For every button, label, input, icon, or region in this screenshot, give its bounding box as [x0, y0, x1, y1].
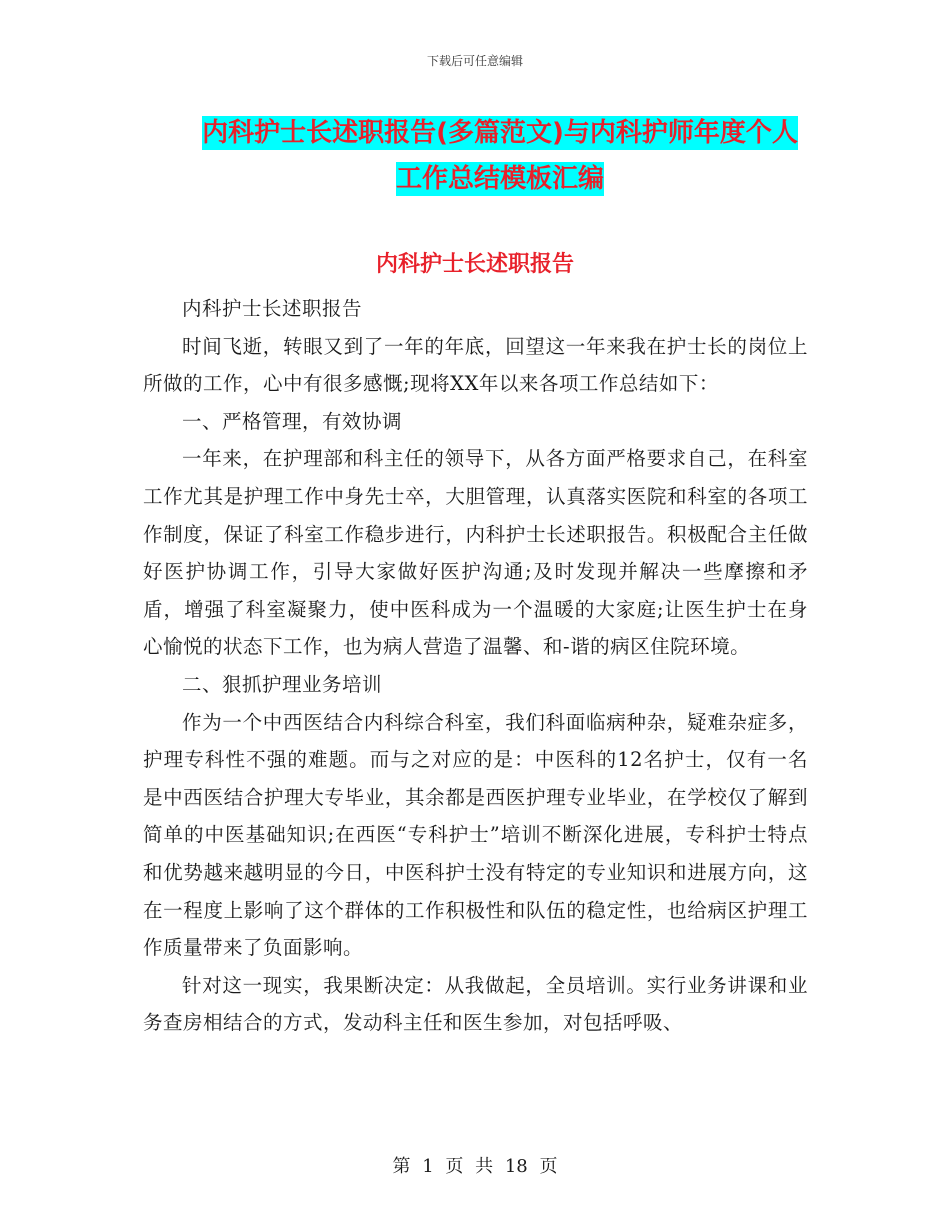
paragraph-heading: 一、严格管理，有效协调 — [182, 409, 403, 433]
section-title: 内科护士长述职报告 — [375, 252, 574, 277]
paragraph-heading: 二、狠抓护理业务培训 — [182, 672, 383, 696]
body-text — [143, 290, 808, 1042]
paragraph: 一年来，在护理部和科主任的领导下，从各方面严格要求自己，在科室工作尤其是护理工作中身先士卒，大胆管理，认真落实医院和科室的各项工作制度，保证了科室工作稳步进行，内科护士长述职报告。积极配合主任做好医护协调工作，引导大家做好医护沟通;及时发现并解决一些摩擦和矛盾，增强了科室凝聚力，使中医科成为一个温暖的大家庭;让医生护士在身心愉悦的状态下工作，也为病人营造了温馨、和-谐的病区住院环境。 — [143, 447, 808, 659]
title-line-2: 工作总结模板汇编 — [395, 164, 604, 194]
header-note: 下载后可任意编辑 — [426, 54, 523, 68]
paragraph: 作为一个中西医结合内科综合科室，我们科面临病种杂，疑难杂症多，护理专科性不强的难题。而与之对应的是：中医科的12名护士，仅有一名是中西医结合护理大专毕业，其余都是西医护理专业毕业，在学校仅了解到简单的中医基础知识;在西医“专科护士”培训不断深化进展，专科护士特点和优势越来越明显的今日，中医科护士没有特定的专业知识和进展方向，这在一程度上影响了这个群体的工作积极性和队伍的稳定性，也给病区护理工作质量带来了负面影响。 — [143, 710, 808, 960]
page-footer: 第 1 页 共 18 页 — [392, 1156, 558, 1177]
paragraph: 针对这一现实，我果断决定：从我做起，全员培训。实行业务讲课和业务查房相结合的方式，发动科主任和医生参加，对包括呼吸、 — [143, 973, 808, 1035]
document-title — [140, 110, 860, 202]
paragraph: 内科护士长述职报告 — [182, 297, 363, 320]
title-line-1: 内科护士长述职报告(多篇范文)与内科护师年度个人 — [202, 118, 798, 148]
paragraph: 时间飞逝，转眼又到了一年的年底，回望这一年来我在护士长的岗位上所做的工作，心中有很多感慨;现将XX年以来各项工作总结如下： — [143, 334, 808, 396]
